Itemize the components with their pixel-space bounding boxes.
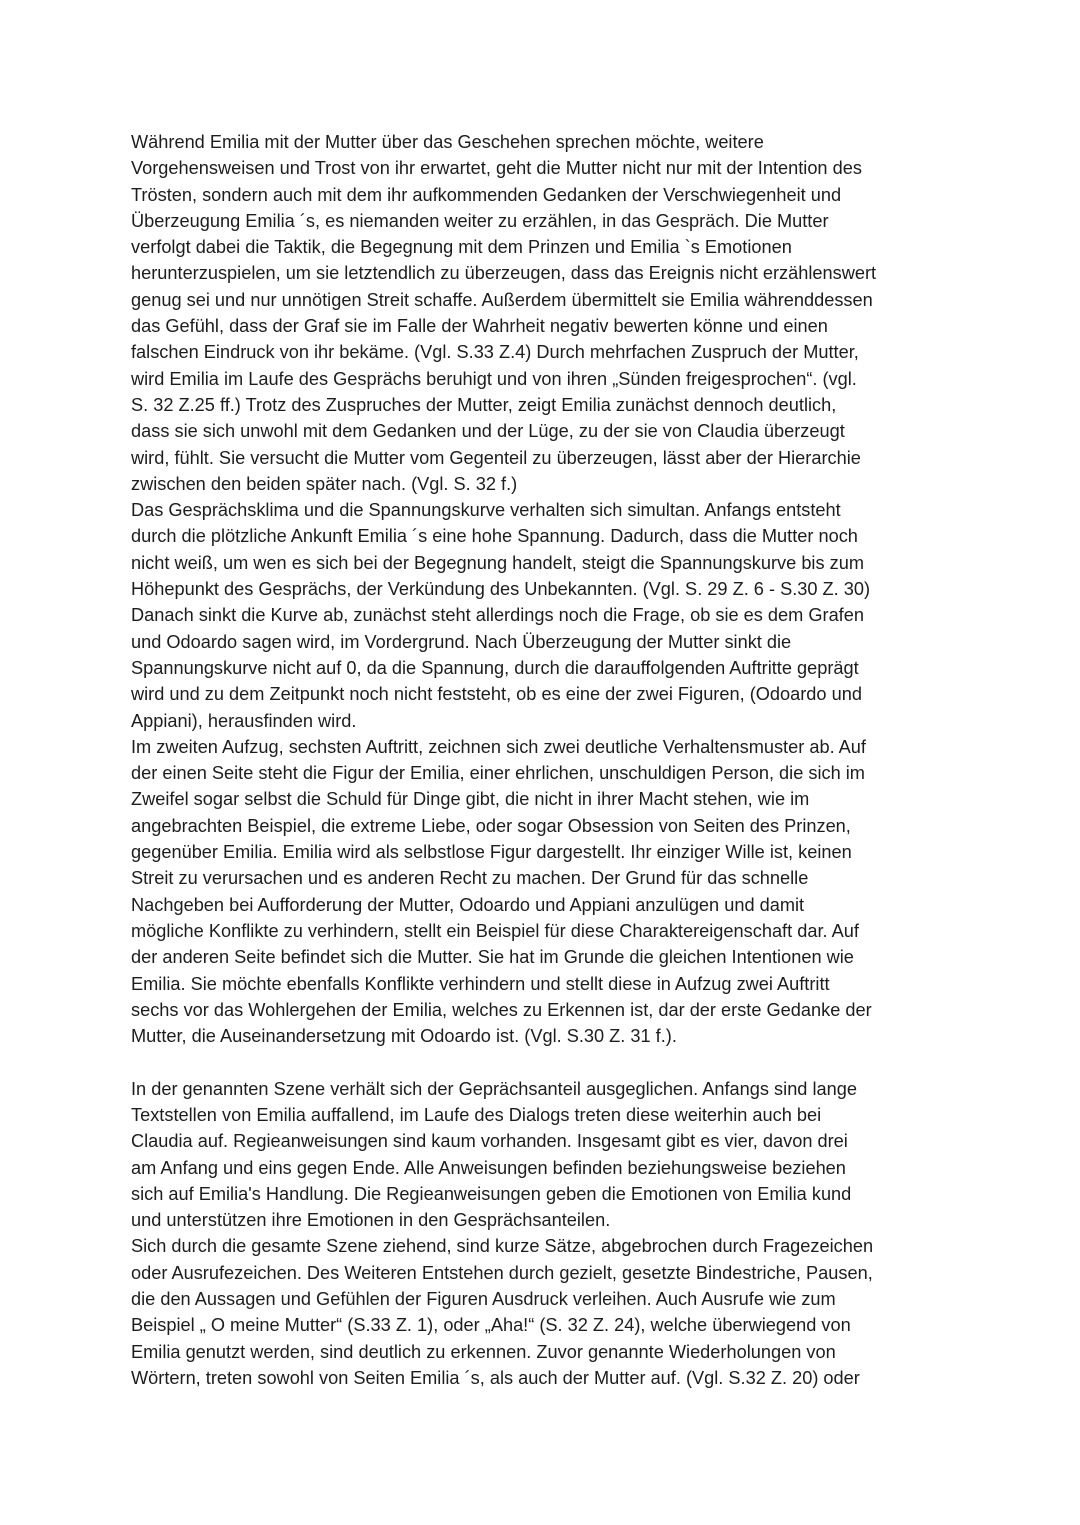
text-line: durch die plötzliche Ankunft Emilia ´s eine hohe Spannung. Dadurch, dass die Mutter noch <box>131 526 858 547</box>
text-line: angebrachten Beispiel, die extreme Liebe, oder sogar Obsession von Seiten des Prinzen, <box>131 815 851 836</box>
text-line: Appiani), herausfinden wird. <box>131 710 357 731</box>
text-line: Das Gesprächsklima und die Spannungskurve verhalten sich simultan. Anfangs entsteht <box>131 500 841 521</box>
text-line: Sich durch die gesamte Szene ziehend, sind kurze Sätze, abgebrochen durch Fragezeichen <box>131 1236 874 1257</box>
text-line: Während Emilia mit der Mutter über das Geschehen sprechen möchte, weitere <box>131 132 764 152</box>
text-line: sich auf Emilia's Handlung. Die Regieanweisungen geben die Emotionen von Emilia kund <box>131 1183 852 1204</box>
paragraph-spacer <box>131 1049 953 1075</box>
text-line: nicht weiß, um wen es sich bei der Begegnung handelt, steigt die Spannungskurve bis zum <box>131 552 864 573</box>
text-line: die den Aussagen und Gefühlen der Figuren Ausdruck verleihen. Auch Ausrufe wie zum <box>131 1289 836 1310</box>
text-line: S. 32 Z.25 ff.) Trotz des Zuspruches der Mutter, zeigt Emilia zunächst dennoch deutlich, <box>131 394 837 415</box>
text-line: Wörtern, treten sowohl von Seiten Emilia ´s, als auch der Mutter auf. (Vgl. S.32 Z. 20) oder <box>131 1367 860 1388</box>
text-line: Zweifel sogar selbst die Schuld für Dinge gibt, die nicht in ihrer Macht stehen, wie im <box>131 789 810 810</box>
text-line: Claudia auf. Regieanweisungen sind kaum vorhanden. Insgesamt gibt es vier, davon drei <box>131 1131 848 1152</box>
paragraph-dialogue-share <box>131 1076 953 1234</box>
text-line: Emilia. Sie möchte ebenfalls Konflikte verhindern und stellt diese in Aufzug zwei Auftritt <box>131 973 830 994</box>
paragraph-tension-curve <box>131 497 953 734</box>
text-line: oder Ausrufezeichen. Des Weiteren Entstehen durch gezielt, gesetzte Bindestriche, Pausen, <box>131 1262 873 1283</box>
text-line: dass sie sich unwohl mit dem Gedanken und der Lüge, zu der sie von Claudia überzeugt <box>131 421 845 442</box>
text-line: Trösten, sondern auch mit dem ihr aufkommenden Gedanken der Verschwiegenheit und <box>131 184 842 205</box>
text-line: wird, fühlt. Sie versucht die Mutter vom Gegenteil zu überzeugen, lässt aber der Hierarchie <box>131 447 861 468</box>
text-line: gegenüber Emilia. Emilia wird als selbstlose Figur dargestellt. Ihr einziger Wille ist, keinen <box>131 842 852 863</box>
paragraph-language-style <box>131 1233 953 1391</box>
text-line: verfolgt dabei die Taktik, die Begegnung mit dem Prinzen und Emilia `s Emotionen <box>131 237 792 258</box>
text-line: In der genannten Szene verhält sich der Geprächsanteil ausgeglichen. Anfangs sind lange <box>131 1078 857 1099</box>
text-line: der anderen Seite befindet sich die Mutter. Sie hat im Grunde die gleichen Intentionen wie <box>131 947 854 968</box>
text-line: wird Emilia im Laufe des Gesprächs beruhigt und von ihren „Sünden freigesprochen“. (vgl. <box>131 368 857 389</box>
text-line: Im zweiten Aufzug, sechsten Auftritt, zeichnen sich zwei deutliche Verhaltensmuster ab. Auf <box>131 736 866 757</box>
text-line: Emilia genutzt werden, sind deutlich zu erkennen. Zuvor genannte Wiederholungen von <box>131 1341 836 1362</box>
paragraph-behavior-patterns <box>131 734 953 1050</box>
text-line: wird und zu dem Zeitpunkt noch nicht feststeht, ob es eine der zwei Figuren, (Odoardo und <box>131 684 862 705</box>
text-line: sechs vor das Wohlergehen der Emilia, welches zu Erkennen ist, dar der erste Gedanke der <box>131 999 872 1020</box>
text-line: Spannungskurve nicht auf 0, da die Spannung, durch die darauffolgenden Auftritte geprägt <box>131 657 859 678</box>
text-line: Beispiel „ O meine Mutter“ (S.33 Z. 1), oder „Aha!“ (S. 32 Z. 24), welche überwiegend von <box>131 1315 851 1336</box>
text-line: herunterzuspielen, um sie letztendlich zu überzeugen, dass das Ereignis nicht erzählenswert <box>131 263 877 284</box>
text-line: falschen Eindruck von ihr bekäme. (Vgl. S.33 Z.4) Durch mehrfachen Zuspruch der Mutter, <box>131 342 859 363</box>
text-line: der einen Seite steht die Figur der Emilia, einer ehrlichen, unschuldigen Person, die sich im <box>131 763 865 784</box>
text-line: zwischen den beiden später nach. (Vgl. S. 32 f.) <box>131 473 518 494</box>
text-line: Nachgeben bei Aufforderung der Mutter, Odoardo und Appiani anzulügen und damit <box>131 894 805 915</box>
text-line: Höhepunkt des Gesprächs, der Verkündung des Unbekannten. (Vgl. S. 29 Z. 6 - S.30 Z. 30) <box>131 579 871 600</box>
text-line: genug sei und nur unnötigen Streit schaffe. Außerdem übermittelt sie Emilia währenddessen <box>131 289 873 310</box>
text-line: Streit zu verursachen und es anderen Recht zu machen. Der Grund für das schnelle <box>131 868 809 889</box>
essay-text <box>131 129 953 1391</box>
text-line: mögliche Konflikte zu verhindern, stellt ein Beispiel für diese Charaktereigenschaft dar. Auf <box>131 920 859 941</box>
text-line: Vorgehensweisen und Trost von ihr erwartet, geht die Mutter nicht nur mit der Intention des <box>131 158 862 179</box>
text-line: und Odoardo sagen wird, im Vordergrund. Nach Überzeugung der Mutter sinkt die <box>131 631 792 652</box>
text-line: Textstellen von Emilia auffallend, im Laufe des Dialogs treten diese weiterhin auch bei <box>131 1104 822 1125</box>
text-line: und unterstützen ihre Emotionen in den Gesprächsanteilen. <box>131 1210 611 1231</box>
text-line: Danach sinkt die Kurve ab, zunächst steht allerdings noch die Frage, ob sie es dem Grafen <box>131 605 864 626</box>
text-line: Überzeugung Emilia ´s, es niemanden weiter zu erzählen, in das Gespräch. Die Mutter <box>131 210 829 231</box>
text-line: das Gefühl, dass der Graf sie im Falle der Wahrheit negativ bewerten könne und einen <box>131 316 828 337</box>
text-line: Mutter, die Auseinandersetzung mit Odoardo ist. (Vgl. S.30 Z. 31 f.). <box>131 1026 677 1047</box>
paragraph-conversation-intent <box>131 129 953 497</box>
text-line: am Anfang und eins gegen Ende. Alle Anweisungen befinden beziehungsweise beziehen <box>131 1157 846 1178</box>
